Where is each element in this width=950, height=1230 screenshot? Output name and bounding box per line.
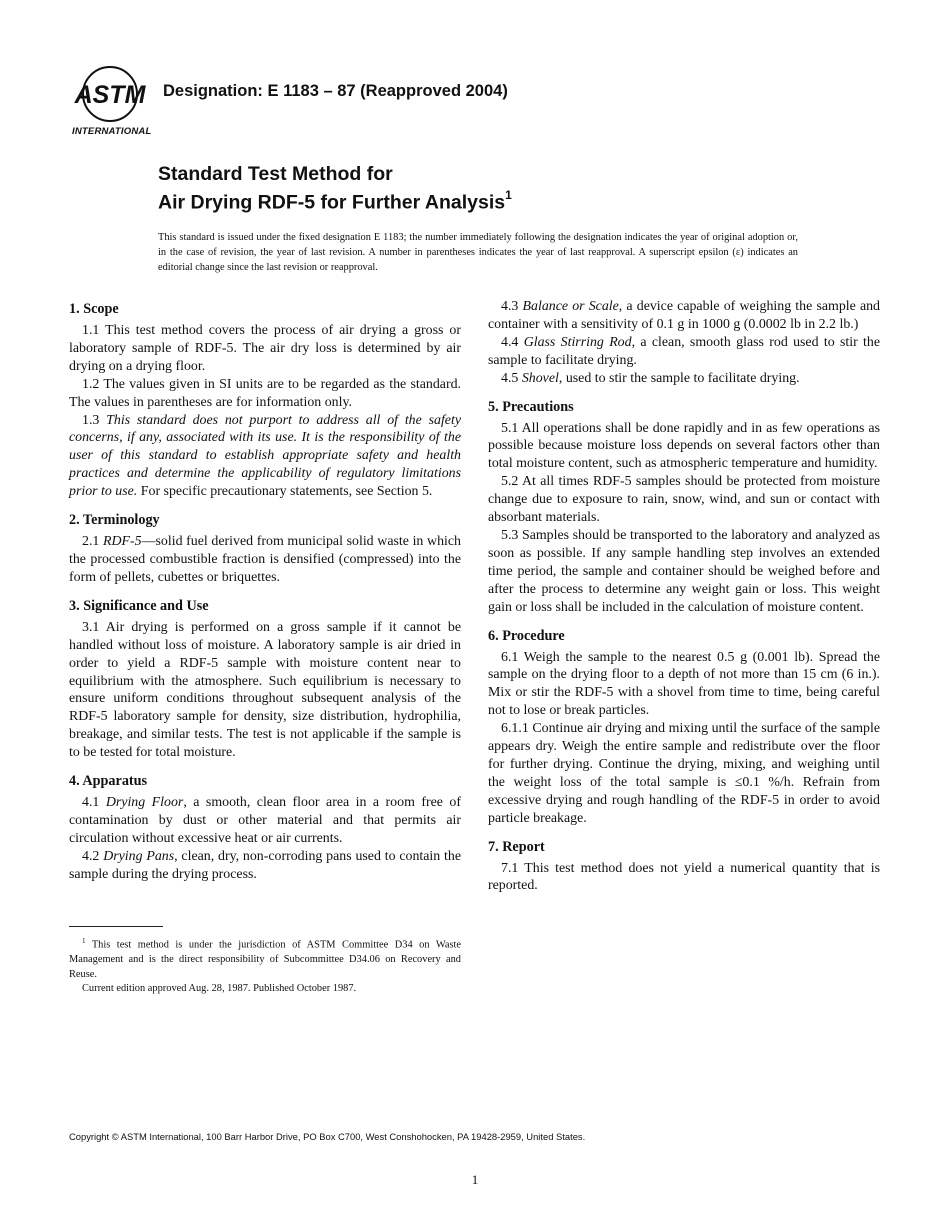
paragraph-4-5	[488, 370, 880, 388]
standard-notice: This standard is issued under the fixed designation E 1183; the number immediately following the designation indicates the year of original adoption or, in the case of revision, the year of last revision. A number in parentheses indicates the year of last reapproval. A superscript epsilon (ε) indicates an editorial change since the last revision or reapproval.	[158, 232, 798, 274]
section-heading-precautions: 5. Precautions	[488, 398, 574, 415]
section-heading-terminology: 2. Terminology	[69, 512, 160, 529]
paragraph-4-1	[69, 794, 461, 848]
paragraph-1-3	[69, 412, 461, 502]
paragraph-1-1: 1.1 This test method covers the process of air drying a gross or laboratory sample of RDF-5. The air dry loss is determined by air drying on a drying floor.	[69, 323, 461, 374]
logo-subtext: INTERNATIONAL	[72, 126, 152, 137]
section-heading-procedure: 6. Procedure	[488, 627, 565, 644]
paragraph-number: 1.3	[82, 412, 107, 428]
term: Drying Pans	[103, 848, 175, 864]
section-heading-report: 7. Report	[488, 838, 545, 855]
term: RDF-5	[103, 534, 142, 550]
section-heading-scope: 1. Scope	[69, 301, 119, 317]
paragraph-text: For specific precautionary statements, see Section 5.	[137, 484, 433, 500]
paragraph-6-1: 6.1 Weigh the sample to the nearest 0.5 g (0.001 lb). Spread the sample on the drying floor to a depth of not more than 15 cm (6 in.). Mix or stir the RDF-5 with a shovel from time to time, being careful not to lose or break particles.	[488, 649, 880, 719]
paragraph-number: 4.2	[82, 848, 104, 864]
paragraph-text: , clean, dry, non-corroding pans used to contain the sample during the drying process.	[69, 848, 462, 882]
paragraph-5-2: 5.2 At all times RDF-5 samples should be protected from moisture change due to exposure to rain, snow, wind, and sun or contact with absorbant materials.	[488, 474, 880, 526]
paragraph-text: , used to stir the sample to facilitate drying.	[558, 370, 800, 386]
astm-logo	[68, 64, 152, 140]
footnote-divider	[69, 926, 163, 927]
section-heading-significance: 3. Significance and Use	[69, 597, 209, 614]
footnote-text	[69, 934, 461, 982]
title-line-2	[158, 186, 512, 215]
footnote	[69, 934, 461, 997]
paragraph-number: 4.4	[501, 334, 524, 350]
paragraph-5-3: 5.3 Samples should be transported to the laboratory and analyzed as soon as possible. If any sample handling step involves an extended time period, the sample and container should be weighed before and after the process to determine any weight gain or loss. This weight gain or loss shall be included in the calculation of moisture content.	[488, 527, 880, 615]
paragraph-7-1: 7.1 This test method does not yield a numerical quantity that is reported.	[488, 860, 880, 894]
term: Glass Stirring Rod	[523, 334, 632, 350]
page-number: 1	[471, 1172, 479, 1187]
paragraph-3-1: 3.1 Air drying is performed on a gross sample if it cannot be handled without loss of moisture. A laboratory sample is air dried in order to yield a RDF-5 sample with moisture content near to equilibrium with the atmosphere. Such equilibrium is necessary to ensure uniform conditions throughout subsequent analysis of the RDF-5 laboratory sample for density, size distribution, hydrophilia, breakage, and similar tests. The test is not applicable if the sample is to be tested for total moisture.	[69, 619, 461, 761]
paragraph-text: , a device capable of weighing the sample and container with a sensitivity of 0.1 g in 1000 g (0.0002 lb in 2.2 lb.)	[488, 299, 881, 332]
paragraph-number: 4.3	[501, 299, 523, 314]
logo-letters: ASTM	[74, 81, 146, 109]
safety-caveat: This standard does not purport to address all of the safety concerns, if any, associated with its use. It is the responsibility of the user of this standard to establish appropriate safety and health practices and determine the applicability of regulatory limitations prior to use.	[69, 412, 461, 500]
document-title	[158, 163, 512, 215]
term: Shovel	[521, 370, 559, 386]
footnote-body: This test method is under the jurisdiction of ASTM Committee D34 on Waste Management and is the direct responsibility of Subcommittee D34.06 on Recovery and Reuse.	[69, 939, 461, 980]
copyright-notice: Copyright © ASTM International, 100 Barr Harbor Drive, PO Box C700, West Conshohocken, PA 19428-2959, United States.	[69, 1131, 586, 1142]
term: Drying Floor	[105, 795, 184, 811]
term: Balance or Scale	[522, 299, 619, 314]
paragraph-text: , a smooth, clean floor area in a room free of contamination by dust or other material and that permits air circulation without excessive heat or air currents.	[69, 795, 461, 846]
designation: Designation: E 1183 – 87 (Reapproved 2004)	[163, 82, 508, 100]
right-column	[488, 298, 880, 895]
astm-logo-mark	[68, 64, 152, 126]
title-footnote-ref: 1	[505, 188, 512, 202]
paragraph-4-4	[488, 334, 880, 370]
left-column	[69, 298, 461, 884]
footnote-edition: Current edition approved Aug. 28, 1987. Published October 1987.	[82, 983, 357, 995]
paragraph-number: 4.5	[501, 370, 522, 386]
title-line-1: Standard Test Method for	[158, 163, 393, 185]
paragraph-4-2	[69, 848, 461, 884]
section-heading-apparatus: 4. Apparatus	[69, 773, 148, 790]
title-line-2-text: Air Drying RDF-5 for Further Analysis	[158, 191, 506, 214]
paragraph-1-2: 1.2 The values given in SI units are to be regarded as the standard. The values in parentheses are for information only.	[69, 376, 461, 410]
paragraph-number: 4.1	[82, 795, 106, 811]
definition: —solid fuel derived from municipal solid waste in which the processed combustible fraction is densified (compressed) into the form of pellets, cubettes or briquettes.	[69, 534, 461, 585]
footnote-marker: 1	[82, 937, 86, 945]
paragraph-2-1	[69, 533, 461, 587]
paragraph-4-3	[488, 298, 880, 334]
paragraph-text: , a clean, smooth glass rod used to stir the sample to facilitate drying.	[488, 334, 881, 368]
paragraph-6-1-1: 6.1.1 Continue air drying and mixing until the surface of the sample appears dry. Weigh the entire sample and redistribute over the floor for further drying. Continue the drying, mixing, and weighing until the weight loss of the total sample is ≤0.1 %/h. Refrain from excessive drying and rough handling of the RDF-5 in order to avoid particle breakage.	[488, 721, 880, 826]
paragraph-number: 2.1	[82, 534, 104, 550]
paragraph-5-1: 5.1 All operations shall be done rapidly and in as few operations as possible because moisture loss depends on several factors other than total moisture content, such as atmospheric temperature and humidity.	[488, 420, 880, 472]
